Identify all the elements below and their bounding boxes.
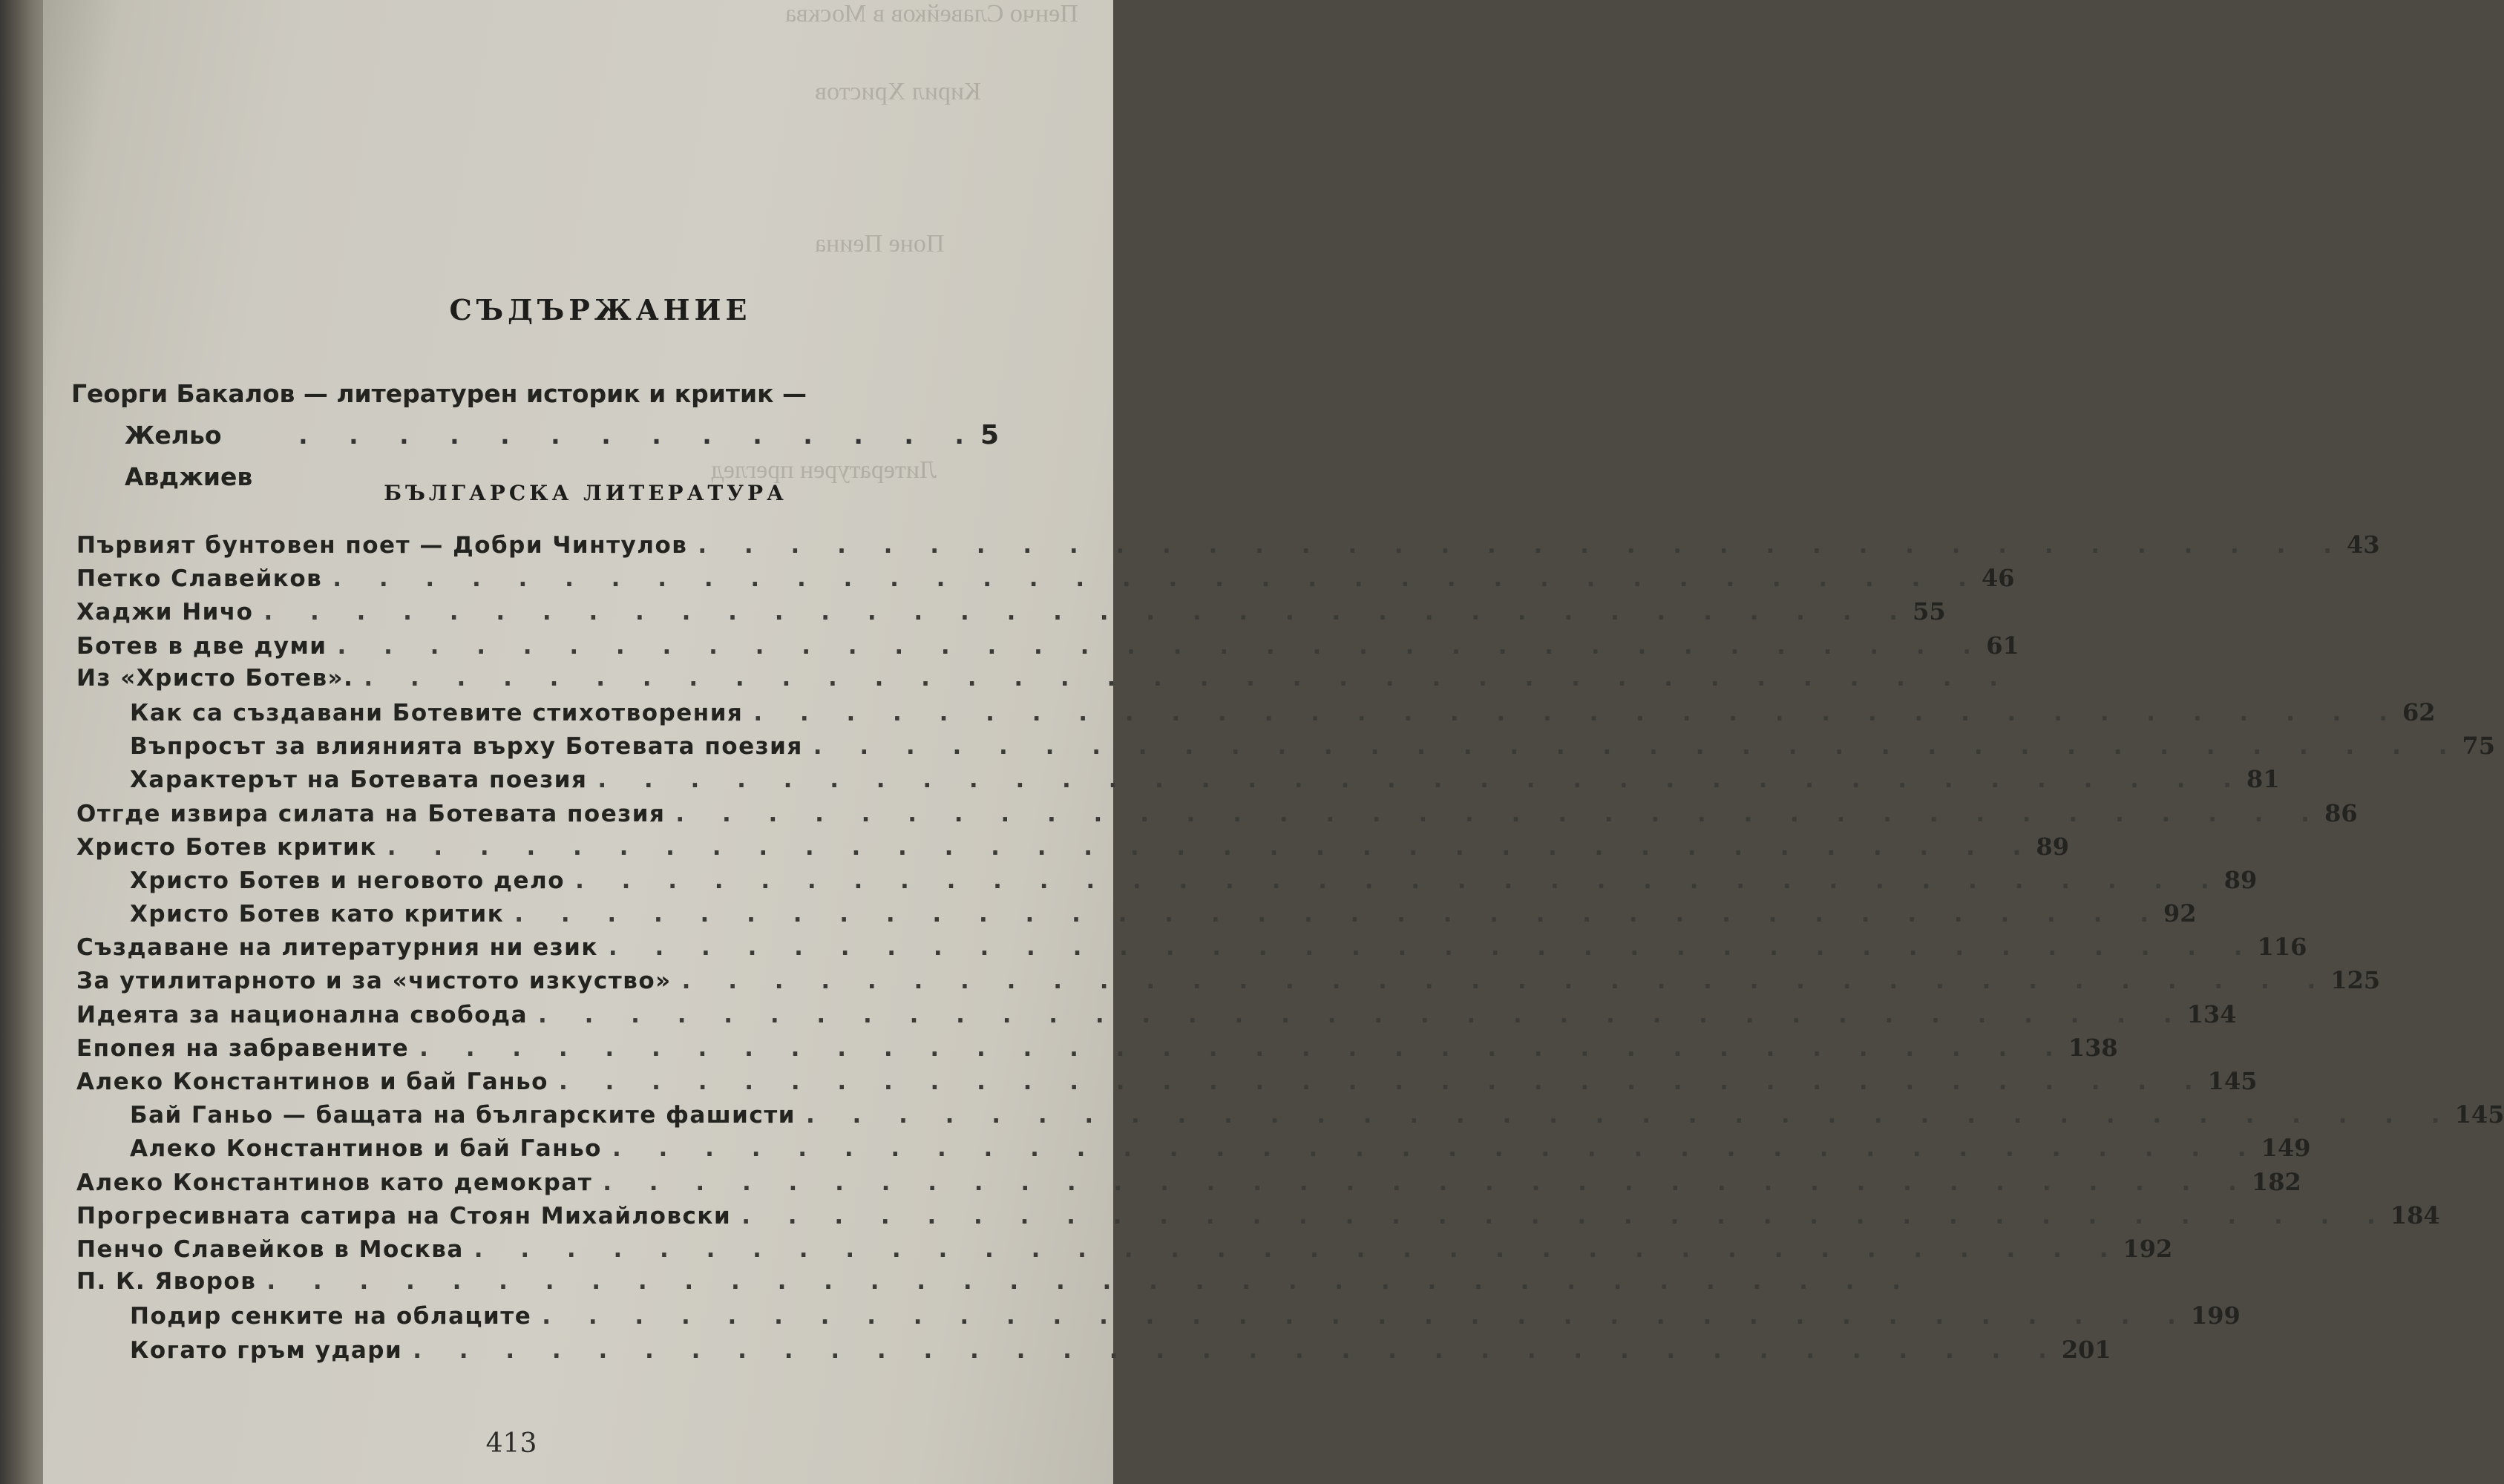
toc-entry [76,1033,2118,1067]
page-number-folio: 413 [485,1428,537,1459]
dot-leader [548,1068,2208,1095]
toc-entry-page-number: 92 [2163,899,2197,928]
show-through-text: Кирил Христов [815,78,981,105]
toc-entry-page-number: 199 [2190,1301,2241,1330]
show-through-text: Поне Пеина [815,230,945,257]
toc-entry [76,732,2495,765]
toc-entry-title: Въпросът за влиянията върху Ботевата поезия [130,733,803,761]
toc-entry-title: Бай Ганьо — бащата на българските фашисти [130,1102,796,1129]
dot-leader [687,532,2347,559]
toc-entry-title: П. К. Яворов [76,1268,257,1296]
dot-leader [672,968,2331,994]
toc-entry-page-number: 43 [2347,531,2380,559]
toc-entry-page-number: 86 [2324,798,2358,827]
toc-entry [76,564,2015,597]
dot-leader [598,934,2258,961]
book-spine [0,0,46,1484]
toc-entry-page-number: 61 [1986,631,2019,660]
toc-entry [76,1100,2504,1134]
dot-leader [592,1169,2252,1196]
toc-entry-title: Как са създавани Ботевите стихотворения [130,699,744,726]
toc-entry-page-number: 125 [2330,966,2381,995]
toc-entry-page-number: 192 [2123,1234,2173,1263]
toc-entry-title: Христо Ботев и неговото дело [130,867,566,894]
dot-leader [731,1203,2390,1229]
dot-leader [464,1236,2123,1263]
toc-entry [76,1335,2111,1369]
toc-entry-page-number: 184 [2390,1201,2440,1229]
toc-entry-page-number: 138 [2068,1033,2118,1062]
toc-entry-page-number: 81 [2246,765,2280,794]
dot-leader [743,700,2402,726]
intro-entry [71,373,999,498]
dot-leader [253,599,1913,626]
toc-entry [76,1234,2173,1268]
dot-leader [602,1135,2261,1162]
dot-leader [353,665,2013,692]
toc-entry-title: Отгде извира силата на Ботевата поезия [76,800,666,827]
toc-entry-title: Епопея на забравените [76,1034,410,1062]
toc-entry-title: Характерът на Ботевата поезия [130,766,588,794]
toc-entry [76,966,2381,999]
toc-entry [76,1134,2311,1167]
toc-entry [76,697,2436,732]
contents-heading: СЪДЪРЖАНИЕ [449,293,752,326]
toc-entry-page-number: 149 [2261,1134,2311,1163]
toc-entry [76,1067,2258,1100]
book-page [43,0,2504,1484]
dot-leader [665,801,2324,827]
intro-title-line2: Жельо Авджиев [125,421,253,491]
dot-leader [377,834,2036,861]
toc-entry-page-number: 145 [2207,1067,2258,1095]
toc-entry [76,765,2280,798]
toc-entry [76,798,2358,833]
toc-entry-page-number: 89 [2223,865,2258,894]
toc-entry-page-number: 145 [2454,1100,2504,1129]
dot-leader [587,766,2246,793]
toc-entry-title: Първият бунтовен поет — Добри Чинтулов [76,532,688,559]
toc-entry-title: Петко Славейков [76,565,323,593]
dot-leader [322,565,1982,592]
toc-entry [76,531,2380,564]
toc-entry-title: Алеко Константинов и бай Ганьо [76,1068,548,1095]
toc-entry-title: Хаджи Ничо [76,599,254,626]
toc-entry-title: За утилитарното и за «чистото изкуство» [76,968,672,995]
toc-entry [76,899,2197,933]
table-of-contents [76,531,2504,1369]
toc-entry-title: Създаване на литературния ни език [76,934,598,962]
toc-entry [76,597,1946,631]
toc-entry-title: Ботев в две думи [76,632,327,660]
toc-entry [76,865,2258,899]
show-through-text: Пенчо Славейков в Москва [785,0,1078,27]
toc-entry-title: Идеята за национална свобода [76,1001,528,1028]
show-through-text: Литературен преглед [711,456,937,484]
toc-entry [76,665,945,698]
toc-entry-title: Подир сенките на облаците [130,1303,532,1330]
toc-entry [76,1301,2241,1335]
dot-leader [531,1303,2191,1330]
toc-entry-title: Пенчо Славейков в Москва [76,1235,464,1263]
dot-leader [256,1268,1915,1295]
dot-leader [327,633,1987,660]
section-heading: БЪЛГАРСКА ЛИТЕРАТУРА [384,481,787,505]
toc-entry [76,631,2019,665]
dot-leader [565,867,2224,894]
toc-entry-page-number: 116 [2257,933,2307,962]
toc-entry-page-number: 89 [2036,832,2069,861]
dot-leader [504,901,2163,928]
toc-entry [76,933,2307,966]
toc-entry-page-number: 134 [2186,999,2237,1028]
toc-entry-page-number: 46 [1981,564,2015,593]
toc-entry-page-number: 62 [2402,697,2436,726]
toc-entry-page-number: 201 [2061,1335,2111,1364]
toc-entry-title: Христо Ботев като критик [130,901,505,928]
dot-leader [796,1102,2455,1129]
toc-entry-page-number: 55 [1913,597,1946,626]
toc-entry [76,1167,2301,1201]
intro-page-number: 5 [980,420,999,450]
toc-entry-title: Алеко Константинов като демократ [76,1169,593,1196]
dot-leader [409,1035,2068,1062]
toc-entry [76,1201,2440,1235]
toc-entry [76,1268,945,1301]
dot-leader [402,1337,2062,1364]
intro-title-line1: Георги Бакалов — литературен историк и критик — [71,379,807,408]
dot-leader [803,733,2462,760]
dot-leader: . . . . . . . . . . . . . . [298,421,980,450]
toc-entry-page-number: 75 [2462,732,2495,761]
toc-entry-title: Алеко Константинов и бай Ганьо [130,1135,602,1163]
toc-entry-title: Прогресивната сатира на Стоян Михайловски [76,1202,732,1229]
dot-leader [528,1002,2187,1028]
toc-entry-page-number: 182 [2251,1167,2301,1196]
toc-entry-title: Христо Ботев критик [76,833,377,861]
toc-entry-title: Когато гръм удари [130,1336,403,1364]
toc-entry-title: Из «Христо Ботев». [76,664,354,692]
toc-entry [76,832,2069,866]
toc-entry [76,999,2237,1034]
